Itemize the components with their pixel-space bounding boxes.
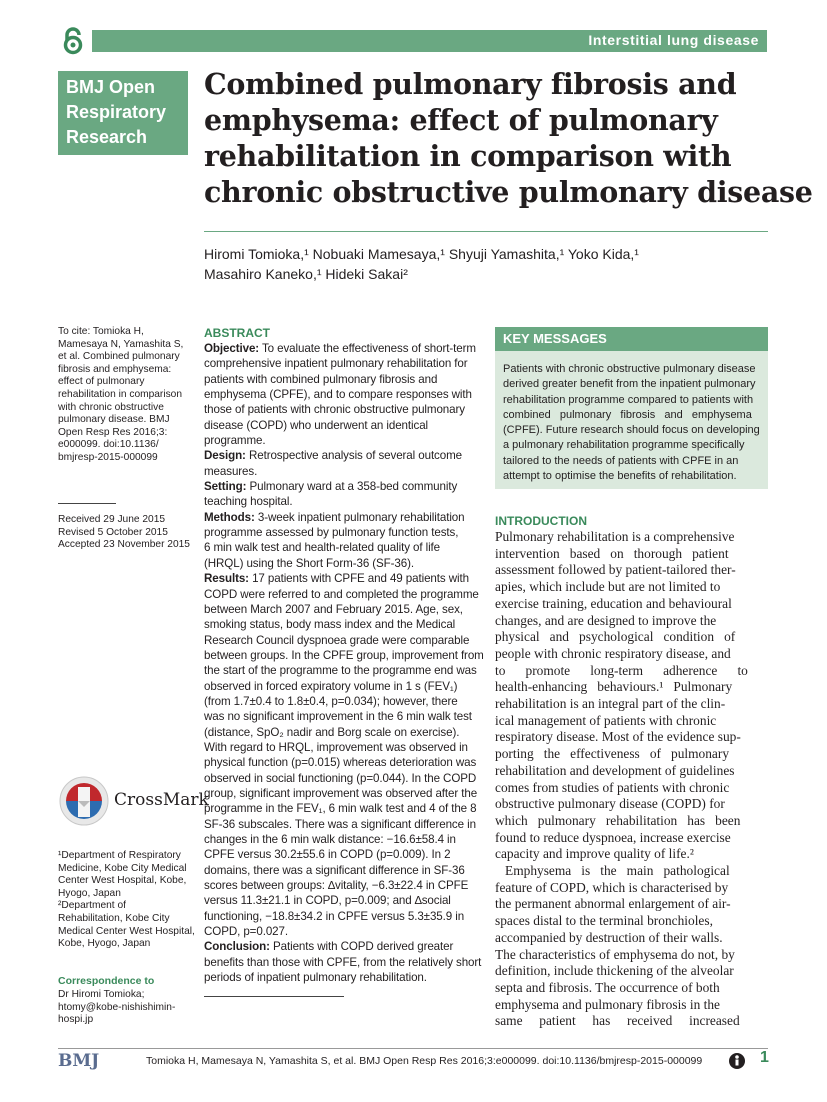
introduction-line: ical management of patients with chronic (495, 712, 717, 728)
citation-line: Open Resp Res 2016;3: (58, 426, 168, 438)
abstract-line: (from 1.7±0.4 to 1.8±0.4, p=0.034); however, there (204, 694, 458, 708)
abstract-line: COPD, p=0.027. (204, 925, 288, 939)
correspondence-line: hospi.jp (58, 1014, 94, 1026)
citation-line: bmjresp-2015-000099 (58, 451, 158, 463)
abstract-line: Design: Retrospective analysis of several outcome (204, 449, 463, 463)
affiliation-line: Medicine, Kobe City Medical (58, 862, 187, 874)
bmj-logo: BMJ (58, 1051, 100, 1071)
date-line: Received 29 June 2015 (58, 514, 166, 525)
introduction-line: intervention based on thorough patient (495, 545, 729, 561)
abstract-line: the start of the programme to the programme end was (204, 664, 477, 678)
abstract-line: periods of inpatient pulmonary rehabilitation. (204, 971, 427, 985)
journal-logo (58, 71, 188, 155)
affiliation-line: Center West Hospital, Kobe, (58, 875, 187, 887)
key-message-line: rehabilitation programme compared to patients with (503, 393, 754, 406)
abstract-line: observed in social functioning (p=0.044). In the COPD (204, 771, 477, 785)
abstract-line: Setting: Pulmonary ward at a 358-bed community (204, 480, 458, 494)
introduction-line: same patient has received increased (495, 1013, 740, 1029)
author-line: Masahiro Kaneko,¹ Hideki Sakai² (204, 266, 408, 282)
title-line: chronic obstructive pulmonary disease (204, 175, 813, 209)
journal-name-line: Research (66, 127, 148, 147)
abstract-line: group, significant improvement was observed after the (204, 786, 478, 800)
introduction-line: exercise training, education and behavioural (495, 595, 732, 611)
crossmark-label: CrossMark (114, 790, 209, 810)
abstract-heading: ABSTRACT (204, 326, 270, 340)
abstract-line: patients with combined pulmonary fibrosis and (204, 372, 438, 386)
abstract-line: programme in the FEV₁, 6 min walk test and 4 of the 8 (204, 802, 477, 816)
affiliation-line: Rehabilitation, Kobe City (58, 912, 170, 924)
introduction-line: comes from studies of patients with chronic (495, 779, 730, 795)
key-message-line: combined pulmonary fibrosis and emphysema (503, 408, 752, 421)
correspondence-line: htomy@kobe-nishishimin- (58, 1001, 176, 1013)
introduction-line: the permanent abnormal enlargement of air- (495, 896, 731, 912)
abstract-line: (distance, SpO₂ nadir and Borg scale on exercise). (204, 725, 460, 739)
affiliation-line: ²Department of (58, 900, 126, 912)
introduction-line: capacity and improve quality of life.² (495, 846, 694, 862)
abstract-line: Research Council dyspnoea grade were comparable (204, 633, 470, 647)
citation-line: with chronic obstructive (58, 401, 164, 413)
affiliation-line: Kobe, Hyogo, Japan (58, 938, 151, 950)
abstract-line: between groups. In the CPFE group, improvement from (204, 648, 484, 662)
introduction-line: respiratory disease. Most of the evidence sup- (495, 729, 741, 745)
citation-line: effect of pulmonary (58, 376, 145, 388)
citation-line: pulmonary disease. BMJ (58, 414, 170, 426)
introduction-line: to promote long-term adherence to (495, 662, 748, 678)
received-dates (58, 514, 193, 552)
introduction-line: assessment followed by patient-tailored ther- (495, 562, 736, 578)
introduction-body (495, 529, 769, 1030)
introduction-line: rehabilitation is an integral part of the clin- (495, 696, 726, 712)
citation-line: et al. Combined pulmonary (58, 351, 180, 363)
introduction-line: which pulmonary rehabilitation has been (495, 812, 741, 828)
abstract-line: teaching hospital. (204, 495, 293, 509)
introduction-line: accompanied by destruction of their walls. (495, 929, 723, 945)
introduction-line: physical and psychological condition of (495, 629, 736, 645)
citation-line: e000099. doi:10.1136/ (58, 439, 159, 451)
abstract-line: Objective: To evaluate the effectiveness of short-term (204, 342, 476, 355)
key-messages-text (503, 362, 761, 484)
introduction-line: The characteristics of emphysema do not, by (495, 946, 735, 962)
abstract-line: changes in the 6 min walk distance: −16.6±58.4 in (204, 833, 456, 846)
citation-line: rehabilitation in comparison (58, 388, 183, 400)
abstract-body (204, 341, 484, 985)
citation-line: Mamesaya N, Yamashita S, (58, 338, 184, 350)
key-messages-heading: KEY MESSAGES (503, 331, 607, 346)
key-message-line: Patients with chronic obstructive pulmonary disease (503, 363, 756, 375)
journal-name-line: BMJ Open (66, 77, 156, 97)
affiliation-line: Medical Center West Hospital, (58, 925, 195, 937)
correspondence-details (58, 989, 198, 1027)
key-message-line: (CPFE). Future research should focus on developing (503, 424, 760, 436)
abstract-line: (HRQL) using the Short Form-36 (SF-36). (204, 556, 415, 570)
sidebar-divider (58, 503, 116, 504)
introduction-line: health-enhancing behaviours.¹ Pulmonary (495, 679, 733, 695)
introduction-line: rehabilitation and development of guidelines (495, 762, 735, 778)
abstract-line: observed in forced expiratory volume in 1 s (FEV₁) (204, 679, 458, 693)
introduction-line: apies, which include but are not limited to (495, 579, 721, 595)
abstract-line: was no significant improvement in the 6 min walk test (204, 710, 472, 724)
key-message-line: derived greater benefit from the inpatient pulmonary (503, 378, 756, 391)
introduction-line: definition, include thickening of the alveolar (495, 963, 734, 979)
introduction-line: porting the effectiveness of pulmonary (495, 746, 730, 762)
abstract-line: smoking status, body mass index and the Medical (204, 618, 456, 632)
author-line: Hiromi Tomioka,¹ Nobuaki Mamesaya,¹ Shyuji Yamashita,¹ Yoko Kida,¹ (204, 246, 639, 262)
abstract-line: programme. (204, 434, 266, 448)
title-line: Combined pulmonary fibrosis and (204, 67, 737, 101)
key-messages-header (495, 327, 768, 351)
crossmark-icon (58, 775, 110, 827)
introduction-line: people with chronic respiratory disease, and (495, 645, 731, 661)
introduction-line: changes, and are designed to improve the (495, 612, 717, 628)
abstract-line: measures. (204, 464, 258, 478)
citation-line: fibrosis and emphysema: (58, 363, 172, 375)
introduction-line: feature of COPD, which is characterised by (495, 879, 729, 895)
abstract-line: programme assessed by pulmonary function tests, (204, 526, 459, 540)
abstract-line: Results: 17 patients with CPFE and 49 patients with (204, 572, 469, 586)
affiliations (58, 850, 198, 951)
title-divider (204, 231, 768, 232)
footer-divider (58, 1048, 768, 1049)
date-line: Revised 5 October 2015 (58, 526, 168, 538)
open-access-icon (60, 27, 86, 55)
abstract-line: benefits than those with CPFE, from the relatively short (204, 955, 482, 969)
introduction-line: obstructive pulmonary disease (COPD) for (495, 796, 725, 812)
citation-note (58, 326, 193, 465)
abstract-line: between March 2007 and February 2015. Age, sex, (204, 602, 463, 616)
footer-citation: Tomioka H, Mamesaya N, Yamashita S, et al. BMJ Open Resp Res 2016;3:e000099. doi:10.1136/bmjresp-2015-000099 (146, 1055, 703, 1067)
title-line: rehabilitation in comparison with (204, 139, 732, 173)
abstract-line: Conclusion: Patients with COPD derived greater (204, 940, 454, 954)
abstract-line: physical function (p=0.015) whereas deterioration was (204, 756, 477, 770)
abstract-line: versus 11.3±21.1 in COPD, p=0.009; and ∆social (204, 894, 451, 908)
author-list (204, 244, 764, 284)
journal-name-line: Respiratory (66, 102, 167, 122)
page-number: 1 (760, 1049, 769, 1066)
abstract-line: disease (COPD) who underwent an identical (204, 418, 429, 432)
introduction-line: Emphysema is the main pathological (495, 863, 730, 879)
introduction-line: found to reduce dyspnoea, increase exercise (495, 829, 731, 845)
introduction-heading: INTRODUCTION (495, 514, 587, 528)
abstract-line: CPFE versus 30.2±55.6 in COPD (p=0.009). In 2 (204, 848, 451, 862)
abstract-line: Methods: 3-week inpatient pulmonary rehabilitation (204, 510, 465, 524)
abstract-line: domains, there was a significant difference in SF-36 (204, 863, 465, 877)
category-label: Interstitial lung disease (588, 32, 759, 48)
title-line: emphysema: effect of pulmonary (204, 103, 718, 137)
key-message-line: tailored to the needs of patients with CPFE in an (503, 454, 739, 467)
abstract-line: those of patients with chronic obstructive pulmonary (204, 403, 465, 417)
abstract-line: With regard to HRQL, improvement was observed in (204, 740, 468, 754)
introduction-line: emphysema and pulmonary fibrosis in the (495, 996, 720, 1012)
abstract-line: comprehensive inpatient pulmonary rehabilitation for (204, 357, 468, 371)
introduction-line: Pulmonary rehabilitation is a comprehensive (495, 529, 735, 544)
date-line: Accepted 23 November 2015 (58, 539, 190, 551)
correspondence-line: Dr Hiromi Tomioka; (58, 989, 145, 1000)
affiliation-line: ¹Department of Respiratory (58, 850, 181, 861)
abstract-line: functioning, −18.8±34.2 in CPFE versus 5.3±35.9 in (204, 909, 465, 923)
cc-license-icon (728, 1052, 746, 1070)
key-message-line: a pulmonary rehabilitation programme specifically (503, 439, 745, 452)
abstract-line: COPD were referred to and completed the programme (204, 587, 479, 601)
citation-line: To cite: Tomioka H, (58, 326, 144, 337)
category-bar (92, 30, 767, 52)
key-message-line: attempt to optimise the benefits of rehabilitation. (503, 469, 737, 482)
article-title (204, 66, 813, 210)
abstract-line: emphysema (CPFE), and to compare responses with (204, 388, 472, 402)
introduction-line: septa and fibrosis. The occurrence of both (495, 979, 720, 995)
abstract-line: SF-36 subscales. There was a significant difference in (204, 817, 476, 831)
introduction-line: spaces distal to the terminal bronchioles, (495, 913, 713, 929)
abstract-line: 6 min walk test and health-related quality of life (204, 541, 441, 555)
correspondence-heading: Correspondence to (58, 975, 155, 987)
affiliation-line: Hyogo, Japan (58, 887, 121, 899)
abstract-line: scores between groups: ∆vitality, −6.3±22.4 in CPFE (204, 879, 469, 893)
abstract-divider (204, 996, 344, 997)
